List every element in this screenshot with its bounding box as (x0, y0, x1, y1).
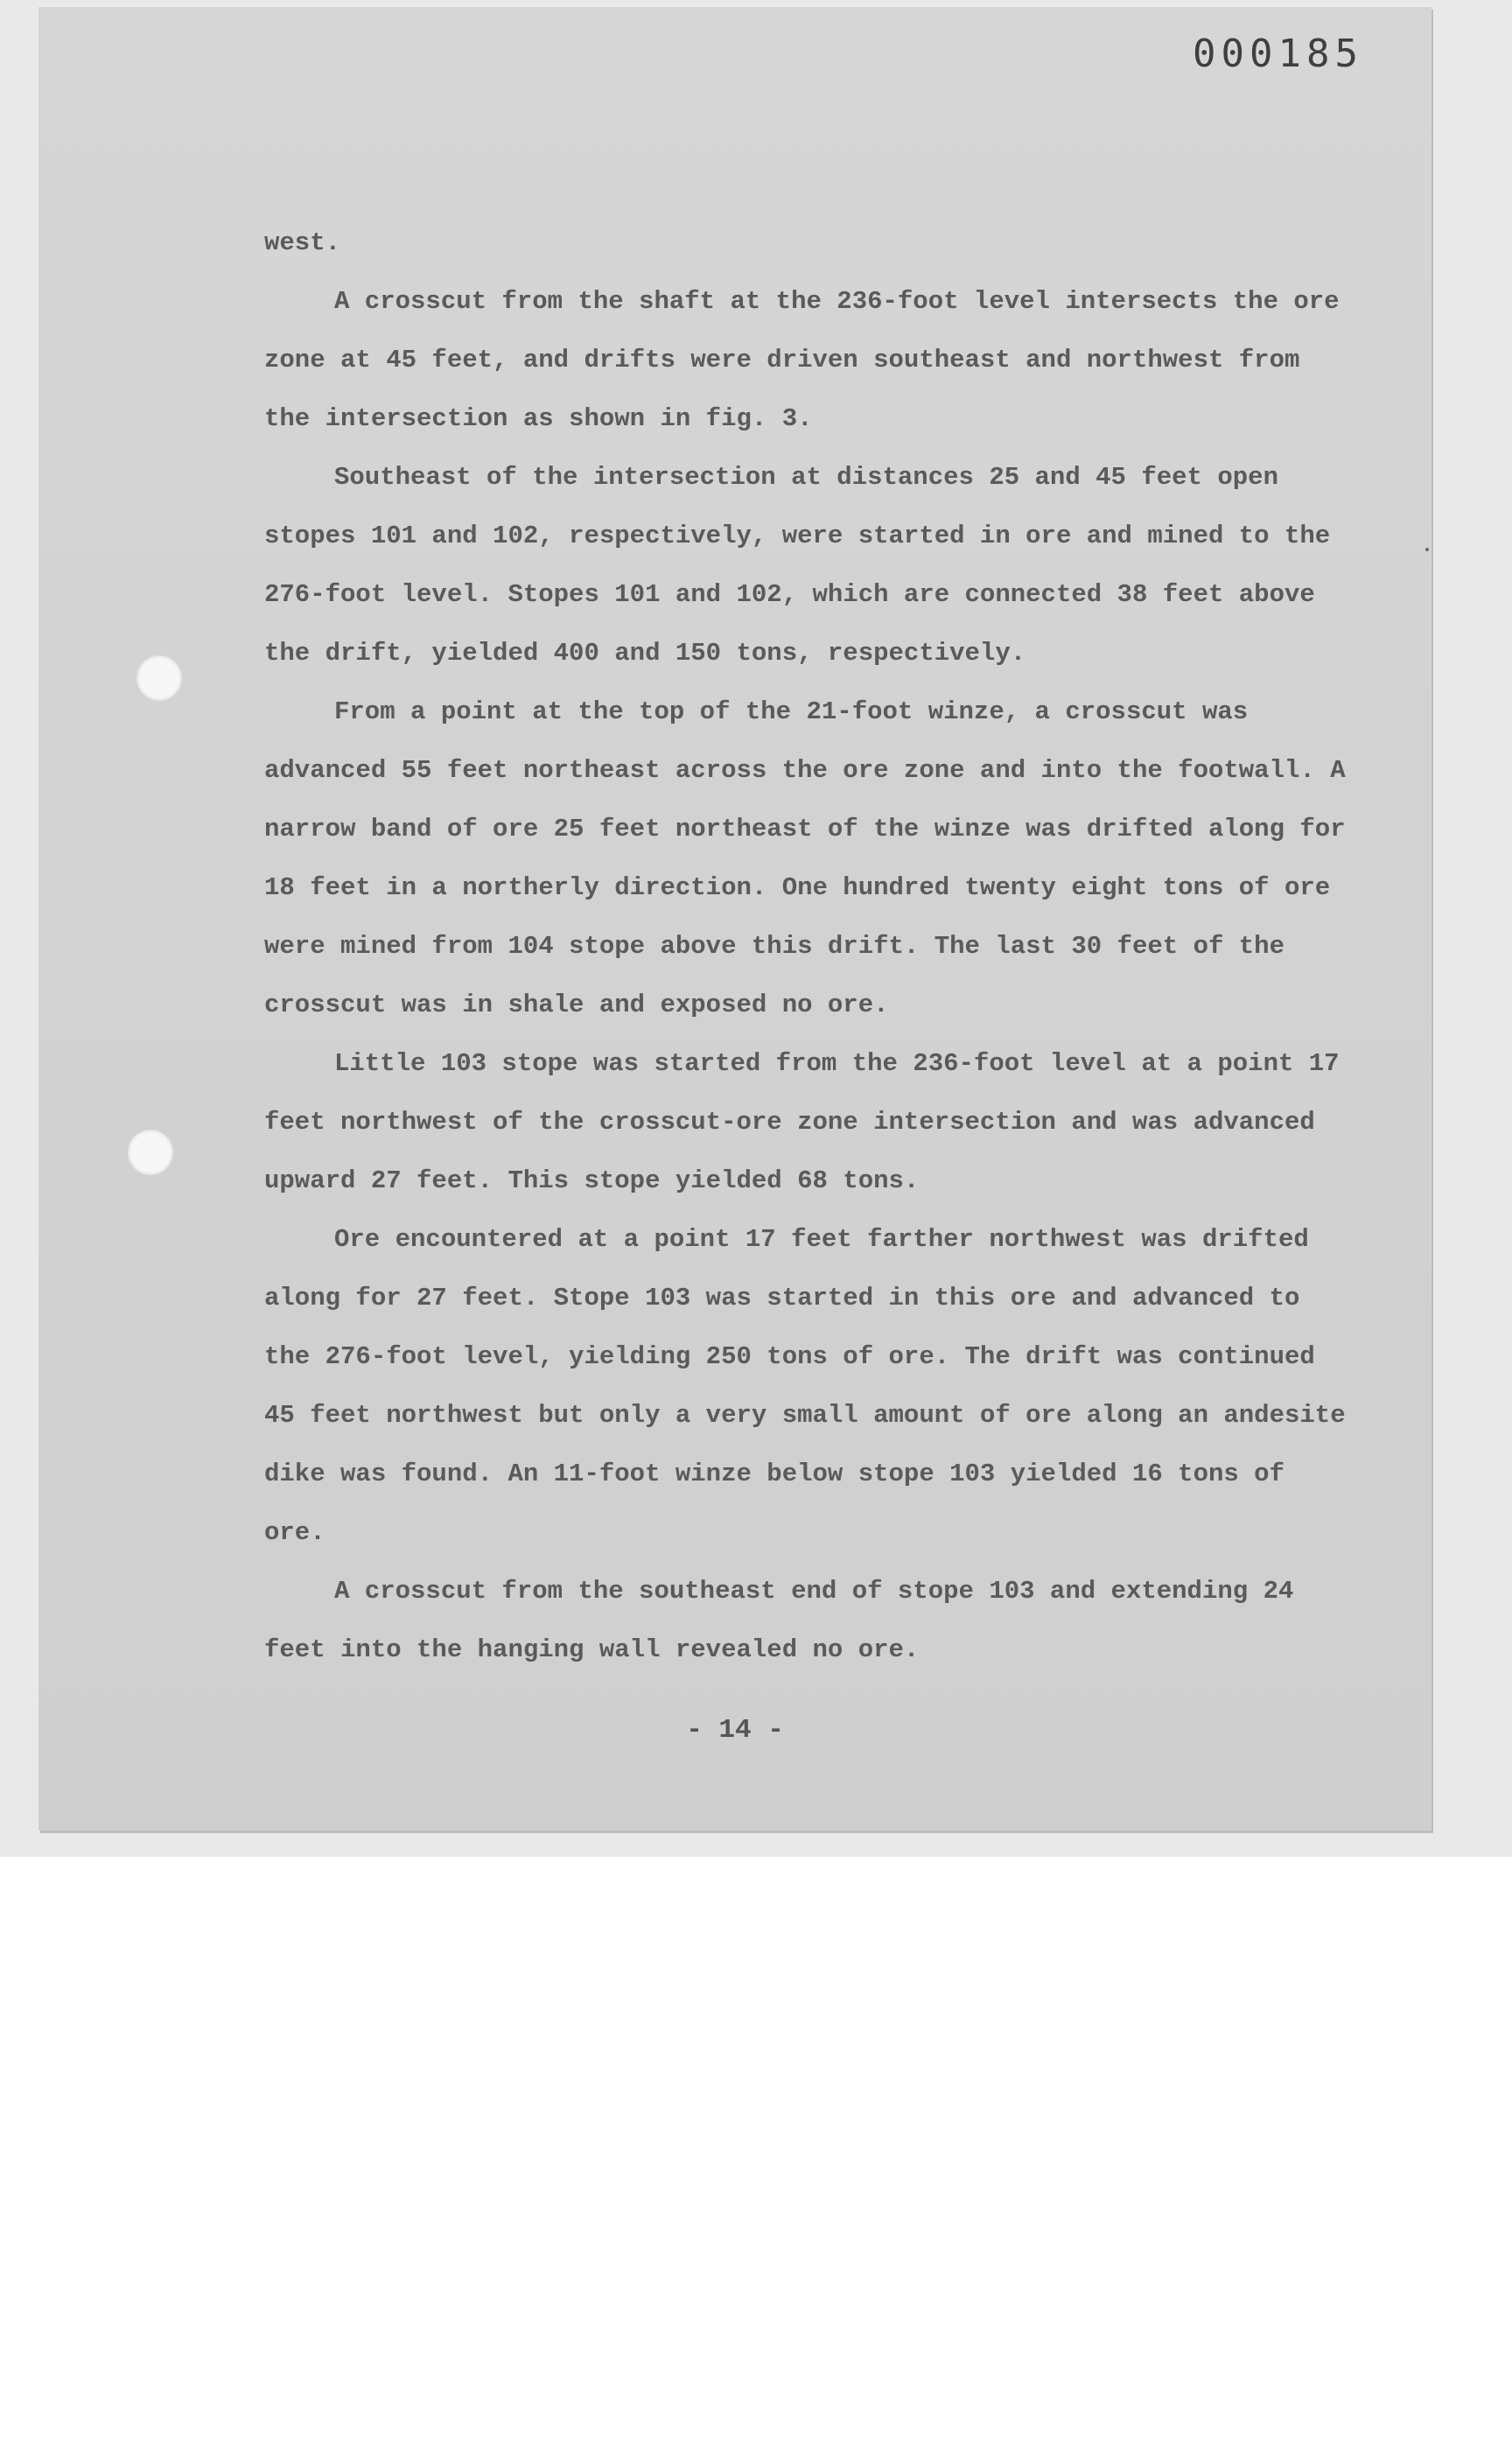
paragraph: A crosscut from the shaft at the 236-foot level intersects the ore zone at 45 feet, and drifts were driven southeast and northwest from the intersection as shown in fig. 3. (264, 287, 1340, 433)
punch-hole-top (136, 655, 182, 701)
page-number: - 14 - (686, 1715, 784, 1746)
punch-hole-bottom (128, 1130, 173, 1175)
stray-mark (1425, 548, 1429, 551)
document-body (264, 214, 1349, 1679)
archive-number: 000185 (1193, 32, 1363, 76)
paragraph: From a point at the top of the 21-foot winze, a crosscut was advanced 55 feet northeast across the ore zone and into the footwall. A narrow band of ore 25 feet northeast of the winze was drifted along for 18 feet in a northerly direction. One hundred twenty eight tons of ore were mined from 104 stope above this drift. The last 30 feet of the crosscut was in shale and exposed no ore. (264, 697, 1346, 1019)
paragraph: Ore encountered at a point 17 feet farther northwest was drifted along for 27 feet. Stope 103 was started in this ore and advanced to the 276-foot level, yielding 250 tons of ore. The drift was continued 45 feet northwest but only a very small amount of ore along an andesite dike was found. An 11-foot winze below stope 103 yielded 16 tons of ore. (264, 1225, 1346, 1547)
paragraph: west. (264, 228, 341, 257)
document-page (38, 7, 1432, 1830)
paragraph: Little 103 stope was started from the 236-foot level at a point 17 feet northwest of the crosscut-ore zone intersection and was advanced upward 27 feet. This stope yielded 68 tons. (264, 1049, 1340, 1195)
paragraph: Southeast of the intersection at distances 25 and 45 feet open stopes 101 and 102, respectively, were started in ore and mined to the 276-foot level. Stopes 101 and 102, which are connected 38 feet above the drift, yielded 400 and 150 tons, respectively. (264, 463, 1331, 668)
paragraph: A crosscut from the southeast end of stope 103 and extending 24 feet into the hanging wall revealed no ore. (264, 1577, 1294, 1664)
